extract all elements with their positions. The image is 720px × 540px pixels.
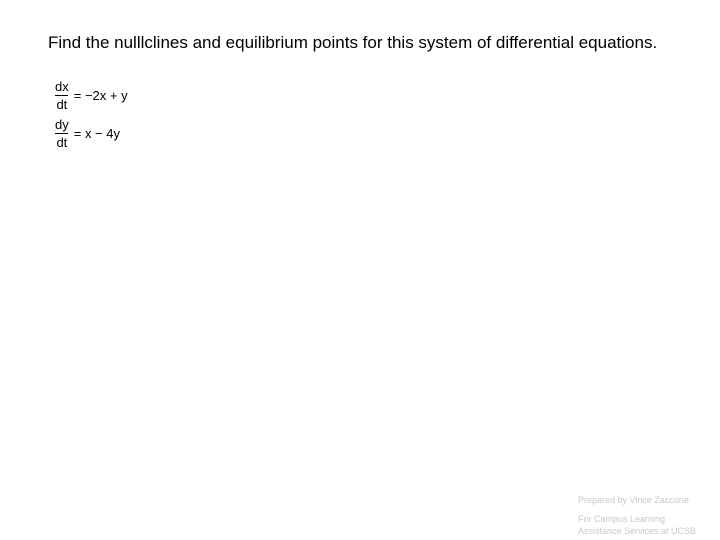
equation-right-hand-side: = −2x + y [73, 88, 128, 103]
slide-title: Find the nulllclines and equilibrium points for this system of differential equations. [48, 33, 658, 52]
fraction-numerator: dx [55, 79, 69, 94]
fraction-numerator: dy [55, 117, 69, 132]
fraction-dx-dt [54, 79, 70, 112]
author-credit [578, 494, 696, 537]
credit-line-1: Prepared by Vince Zaccone [578, 495, 689, 505]
equation-right-hand-side: = x − 4y [73, 126, 120, 141]
credit-line-3: Assistance Services at UCSB [578, 526, 697, 536]
fraction-denominator: dt [56, 135, 68, 150]
equation-dy-dt [54, 117, 120, 150]
fraction-dy-dt [54, 117, 70, 150]
fraction-denominator: dt [56, 97, 68, 112]
credit-line-2: For Campus Learning [578, 514, 666, 524]
equation-dx-dt [54, 79, 128, 112]
